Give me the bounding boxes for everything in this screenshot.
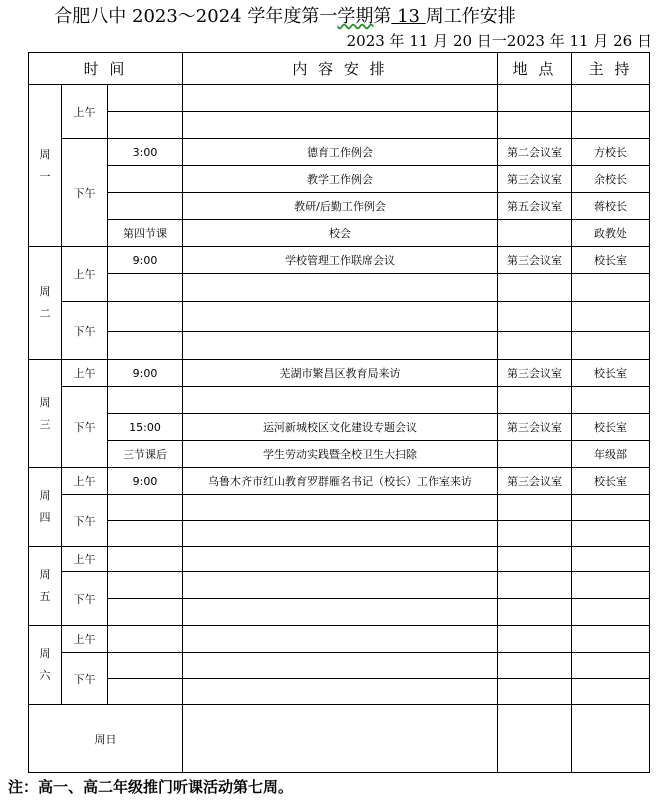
host-cell [572,495,650,521]
host-cell: 校长室 [572,414,650,441]
location-cell [498,495,572,521]
location-cell [498,599,572,626]
location-cell [498,387,572,414]
host-cell [572,302,650,332]
am-label: 上午 [62,468,108,495]
time-cell: 第四节课 [108,220,183,247]
table-row [29,274,650,302]
pm-label: 下午 [62,653,108,705]
host-cell [572,85,650,112]
host-cell: 政教处 [572,220,650,247]
title-prefix: 合肥八中 2023～2024 学年度第一 [54,6,338,27]
content-cell: 教研/后勤工作例会 [183,193,498,220]
table-row [29,705,650,773]
host-cell [572,274,650,302]
table-row [29,495,650,521]
day-label-fri: 周 五 [29,547,62,626]
table-row [29,572,650,599]
footnote: 注：高一、高二年级推门听课活动第七周。 [8,778,294,796]
time-cell [108,166,183,193]
content-cell [183,679,498,705]
location-cell [498,572,572,599]
table-row [29,302,650,332]
table-row [29,547,650,572]
time-cell: 三节课后 [108,441,183,468]
header-location: 地 点 [498,53,572,85]
day-label-wed: 周 三 [29,360,62,468]
host-cell [572,653,650,679]
header-time: 时 间 [29,53,183,85]
table-row [29,166,650,193]
table-row [29,679,650,705]
time-cell [108,332,183,360]
location-cell [498,626,572,653]
location-cell [498,441,572,468]
day-label-mon: 周 一 [29,85,62,247]
time-cell [108,572,183,599]
table-row [29,247,650,274]
header-host: 主 持 [572,53,650,85]
day-label-sun: 周日 [29,705,183,773]
time-cell [108,547,183,572]
time-cell [108,193,183,220]
content-cell: 乌鲁木齐市红山教育罗群雁名书记（校长）工作室来访 [183,468,498,495]
table-row [29,441,650,468]
time-cell [108,495,183,521]
time-cell: 3:00 [108,139,183,166]
host-cell [572,572,650,599]
am-label: 上午 [62,626,108,653]
time-cell: 9:00 [108,360,183,387]
location-cell: 第三会议室 [498,166,572,193]
time-cell [108,274,183,302]
location-cell: 第三会议室 [498,247,572,274]
title-semester: 学期 [337,6,374,27]
host-cell [572,332,650,360]
header-row [29,53,650,85]
table-row [29,332,650,360]
content-cell: 德育工作例会 [183,139,498,166]
page-title [0,2,570,28]
host-cell: 校长室 [572,468,650,495]
location-cell: 第五会议室 [498,193,572,220]
content-cell [183,626,498,653]
pm-label: 下午 [62,495,108,547]
host-cell: 校长室 [572,360,650,387]
location-cell [498,705,572,773]
content-cell [183,112,498,139]
table-row [29,220,650,247]
time-cell [108,599,183,626]
host-cell [572,626,650,653]
host-cell [572,705,650,773]
table-row [29,521,650,547]
content-cell [183,85,498,112]
location-cell: 第三会议室 [498,414,572,441]
day-label-tue: 周 二 [29,247,62,360]
content-cell: 教学工作例会 [183,166,498,193]
content-cell [183,274,498,302]
content-cell: 运河新城校区文化建设专题会议 [183,414,498,441]
time-cell [108,85,183,112]
location-cell [498,679,572,705]
location-cell [498,274,572,302]
time-cell [108,302,183,332]
location-cell: 第三会议室 [498,360,572,387]
header-content: 内 容 安 排 [183,53,498,85]
table-row [29,85,650,112]
am-label: 上午 [62,247,108,302]
location-cell [498,521,572,547]
content-cell: 校会 [183,220,498,247]
host-cell [572,387,650,414]
host-cell: 余校长 [572,166,650,193]
pm-label: 下午 [62,387,108,468]
content-cell: 学生劳动实践暨全校卫生大扫除 [183,441,498,468]
time-cell [108,521,183,547]
host-cell: 年级部 [572,441,650,468]
host-cell [572,521,650,547]
title-suffix: 周工作安排 [425,6,516,27]
table-row [29,468,650,495]
content-cell [183,705,498,773]
location-cell [498,302,572,332]
am-label: 上午 [62,360,108,387]
content-cell: 芜湖市繁昌区教育局来访 [183,360,498,387]
content-cell [183,521,498,547]
table-row [29,626,650,653]
pm-label: 下午 [62,139,108,247]
host-cell [572,599,650,626]
title-mid: 第 [373,6,392,27]
content-cell [183,387,498,414]
title-week-number: 13 [391,6,426,27]
content-cell [183,332,498,360]
content-cell [183,599,498,626]
location-cell: 第三会议室 [498,468,572,495]
location-cell [498,653,572,679]
table-row [29,112,650,139]
time-cell [108,653,183,679]
time-cell: 9:00 [108,247,183,274]
table-row [29,387,650,414]
host-cell: 蒋校长 [572,193,650,220]
am-label: 上午 [62,85,108,139]
table-row [29,599,650,626]
location-cell: 第二会议室 [498,139,572,166]
table-row [29,360,650,387]
content-cell [183,547,498,572]
pm-label: 下午 [62,572,108,626]
table-row [29,193,650,220]
table-row [29,414,650,441]
location-cell [498,547,572,572]
host-cell: 方校长 [572,139,650,166]
time-cell: 15:00 [108,414,183,441]
location-cell [498,332,572,360]
time-cell: 9:00 [108,468,183,495]
table-row [29,653,650,679]
host-cell [572,112,650,139]
time-cell [108,387,183,414]
pm-label: 下午 [62,302,108,360]
content-cell [183,302,498,332]
location-cell [498,85,572,112]
host-cell [572,679,650,705]
content-cell [183,572,498,599]
location-cell [498,220,572,247]
content-cell [183,495,498,521]
host-cell: 校长室 [572,247,650,274]
location-cell [498,112,572,139]
time-cell [108,679,183,705]
content-cell: 学校管理工作联席会议 [183,247,498,274]
content-cell [183,653,498,679]
date-range: 2023 年 11 月 20 日一2023 年 11 月 26 日 [346,32,652,50]
day-label-thu: 周 四 [29,468,62,547]
time-cell [108,112,183,139]
day-label-sat: 周 六 [29,626,62,705]
time-cell [108,626,183,653]
am-label: 上午 [62,547,108,572]
schedule-table [28,52,650,773]
host-cell [572,547,650,572]
table-row [29,139,650,166]
